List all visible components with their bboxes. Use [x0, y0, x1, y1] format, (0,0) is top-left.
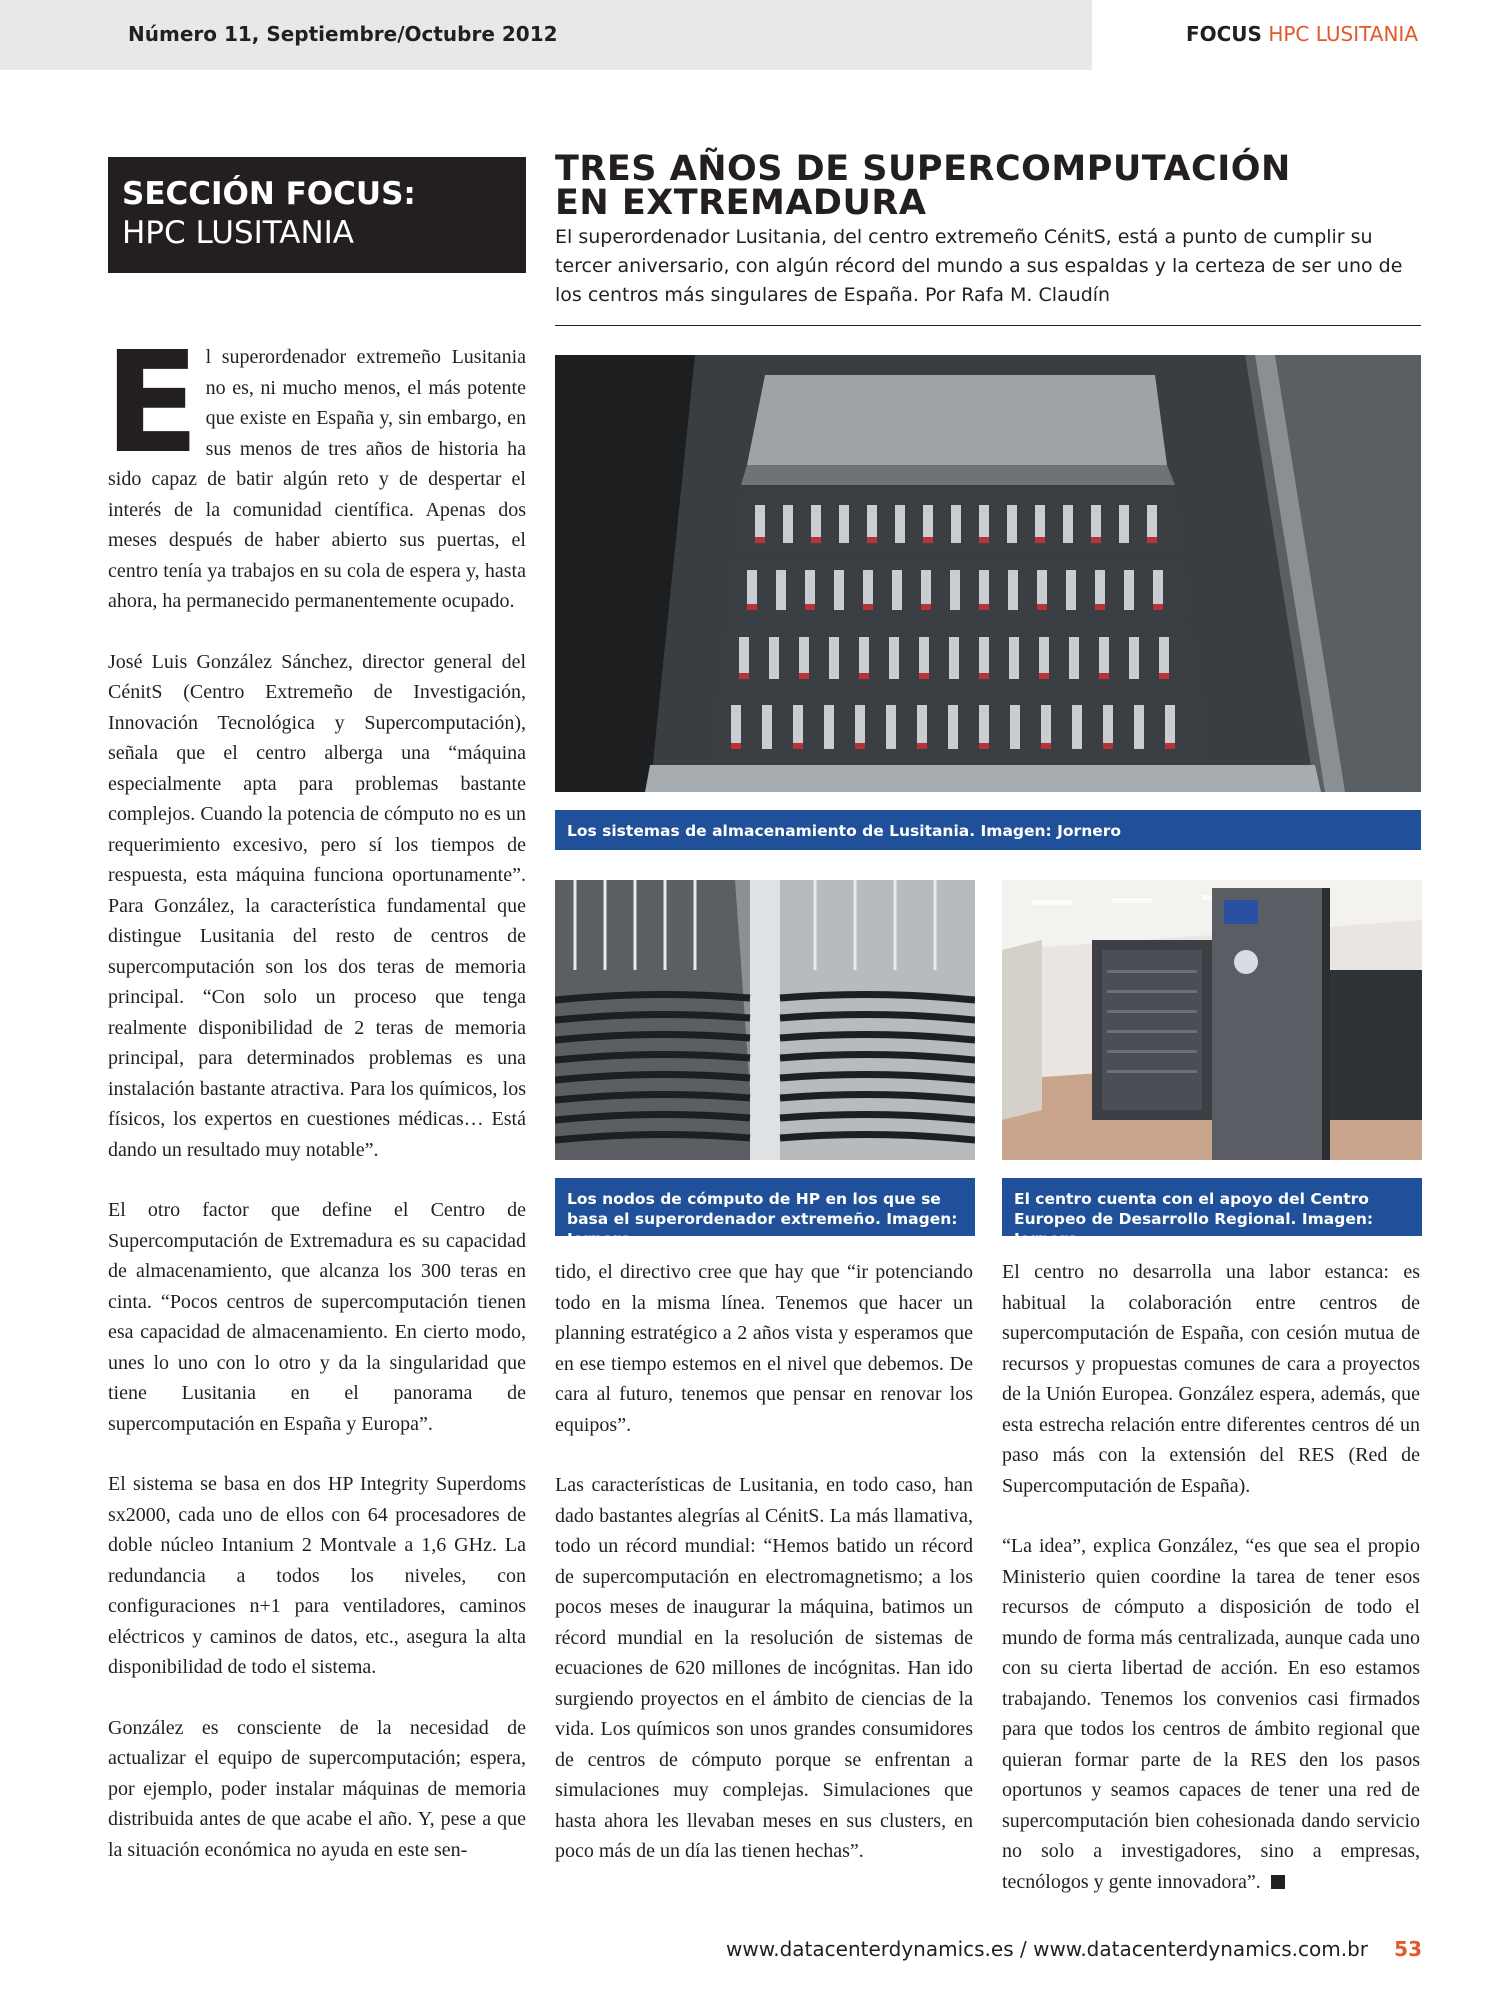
caption-storage: Los sistemas de almacenamiento de Lusitania. Imagen: Jornero — [555, 810, 1421, 850]
photo-storage-systems — [555, 355, 1421, 792]
body-column-3 — [1002, 1257, 1420, 1927]
caption-center: El centro cuenta con el apoyo del Centro Europeo de Desarrollo Regional. Imagen: Jornero — [1002, 1178, 1422, 1236]
paragraph: tido, el directivo cree que hay que “ir potenciando todo en la misma línea. Tenemos que hacer un planning estratégico a 2 años vista y esperamos que en ese tiempo estemos en el nivel que debemos. De cara al futuro, tenemos que pensar en renovar los equipos”. — [555, 1261, 973, 1436]
photo-compute-nodes — [555, 880, 975, 1160]
footer-url: www.datacenterdynamics.es / www.datacenterdynamics.com.br — [726, 1937, 1368, 1961]
caption-nodes: Los nodos de cómputo de HP en los que se basa el superordenador extremeño. Imagen: Jornero — [555, 1178, 975, 1236]
computing-center-illustration — [1002, 880, 1422, 1160]
hp-logo-icon — [1234, 950, 1258, 974]
article-title-line1: TRES AÑOS DE SUPERCOMPUTACIÓN — [555, 149, 1291, 189]
section-name: HPC LUSITANIA — [1268, 22, 1418, 46]
paragraph — [1002, 1531, 1420, 1897]
section-box-line1: SECCIÓN FOCUS: — [122, 176, 416, 212]
issue-label: Número 11, Septiembre/Octubre 2012 — [128, 22, 558, 46]
body-column-2 — [555, 1257, 973, 1897]
article-title-line2: EN EXTREMADURA — [555, 183, 927, 223]
end-mark-icon — [1271, 1875, 1285, 1889]
body-column-1 — [104, 322, 526, 1895]
article-deck: El superordenador Lusitania, del centro extremeño CénitS, está a punto de cumplir su tercer aniversario, con algún récord del mundo a sus espaldas y la certeza de ser uno de los centros más singulares de España. Por Rafa M. Claudín — [555, 226, 1403, 306]
paragraph-text: l superordenador extremeño Lusitania no es, ni mucho menos, el más potente que existe en España y, sin embargo, en sus menos de tres años de historia ha sido capaz de batir algún reto y de despertar el interés de la comunidad científica. Apenas dos meses después de haber abierto sus puertas, el centro tenía ya trabajos en su cola de espera y, hasta ahora, ha permanecido permanentemente ocupado. — [108, 346, 526, 612]
paragraph: El centro no desarrolla una labor estanca: es habitual la colaboración entre centros de supercomputación de España, con cesión mutua de recursos y propuestas comunes de cara a proyectos de la Unión Europea. González espera, además, que esta estrecha relación entre diferentes centros dé un paso más con la extensión del RES (Red de Supercomputación de España). — [1002, 1261, 1420, 1497]
paragraph: El sistema se basa en dos HP Integrity Superdoms sx2000, cada uno de ellos con 64 procesadores de doble núcleo Intanium 2 Montvale a 1,6 GHz. La redundancia a todos los niveles, con configuraciones n+1 para ventiladores, caminos eléctricos y caminos de datos, etc., asegura la alta disponibilidad de todo el sistema. — [108, 1473, 526, 1678]
drop-cap: E — [104, 322, 200, 485]
paragraph: González es consciente de la necesidad de actualizar el equipo de supercomputación; espera, por ejemplo, poder instalar máquinas de memoria distribuida antes de que acabe el año. Y, pese a que la situación económica no ayuda en este sen- — [108, 1716, 526, 1861]
compute-nodes-illustration — [555, 880, 975, 1160]
article-title — [555, 149, 1425, 223]
paragraph: José Luis González Sánchez, director general del CénitS (Centro Extremeño de Investigación, Innovación Tecnológica y Supercomputación), señala que el centro alberga una “máquina especialmente apta para problemas bastante complejos. Cuando la potencia de cómputo no es un requerimiento excesivo, pero sí los tiempos de respuesta, esta máquina funciona oportunamente”. Para González, la característica fundamental que distingue Lusitania del resto de centros de supercomputación son los dos teras de memoria principal. “Con solo un proceso que tenga realmente disponibilidad de 2 teras de memoria principal, para determinados problemas es una instalación bastante atractiva. Para los químicos, los físicos, los expertos en cuestiones médicas… Está dando un resultado muy notable”. — [108, 650, 526, 1161]
section-label — [1186, 22, 1418, 46]
storage-rack-illustration — [555, 355, 1421, 792]
title-rule — [555, 325, 1421, 326]
section-focus: FOCUS — [1185, 22, 1262, 46]
eu-flag-icon — [1224, 900, 1258, 924]
paragraph — [104, 322, 526, 617]
paragraph: Las características de Lusitania, en todo caso, han dado bastantes alegrías al CénitS. La más llamativa, todo un récord mundial: “Hemos batido un récord de supercomputación en electromagnetismo; a los pocos meses de inaugurar la máquina, batimos un récord mundial en la resolución de sistemas de ecuaciones de 620 millones de incógnitas. Han ido surgiendo proyectos en el ámbito de ciencias de la vida. Los químicos son unos grandes consumidores de centros de cómputo porque se enfrentan a simulaciones muy complejas. Simulaciones que hasta ahora les llevaban meses en sus clusters, en poco más de un día las tienen hechas”. — [555, 1474, 973, 1862]
photo-computing-center — [1002, 880, 1422, 1160]
page-number: 53 — [1394, 1937, 1422, 1961]
paragraph-text: “La idea”, explica González, “es que sea el propio Ministerio quien coordine la tarea de tener esos recursos de cómputo a disposición de todo el mundo de forma más centralizada, aunque cada uno con su cierta libertad de acción. En eso estamos trabajando. Tenemos los convenios casi firmados para que todos los centros de ámbito regional que quieran formar parte de la RES den los pasos oportunos y seamos capaces de tener una red de supercomputación bien cohesionada dando servicio no solo a investigadores, sino a empresas, tecnólogos y gente innovadora”. — [1002, 1535, 1420, 1893]
section-box-line2: HPC LUSITANIA — [122, 215, 355, 251]
paragraph: El otro factor que define el Centro de Supercomputación de Extremadura es su capacidad de almacenamiento, que alcanza los 300 teras en cinta. “Pocos centros de supercomputación tienen esa capacidad de almacenamiento. En cierto modo, unes lo uno con lo otro y da la singularidad que tiene Lusitania en el panorama de supercomputación en España y Europa”. — [108, 1199, 526, 1435]
section-box — [108, 157, 526, 273]
